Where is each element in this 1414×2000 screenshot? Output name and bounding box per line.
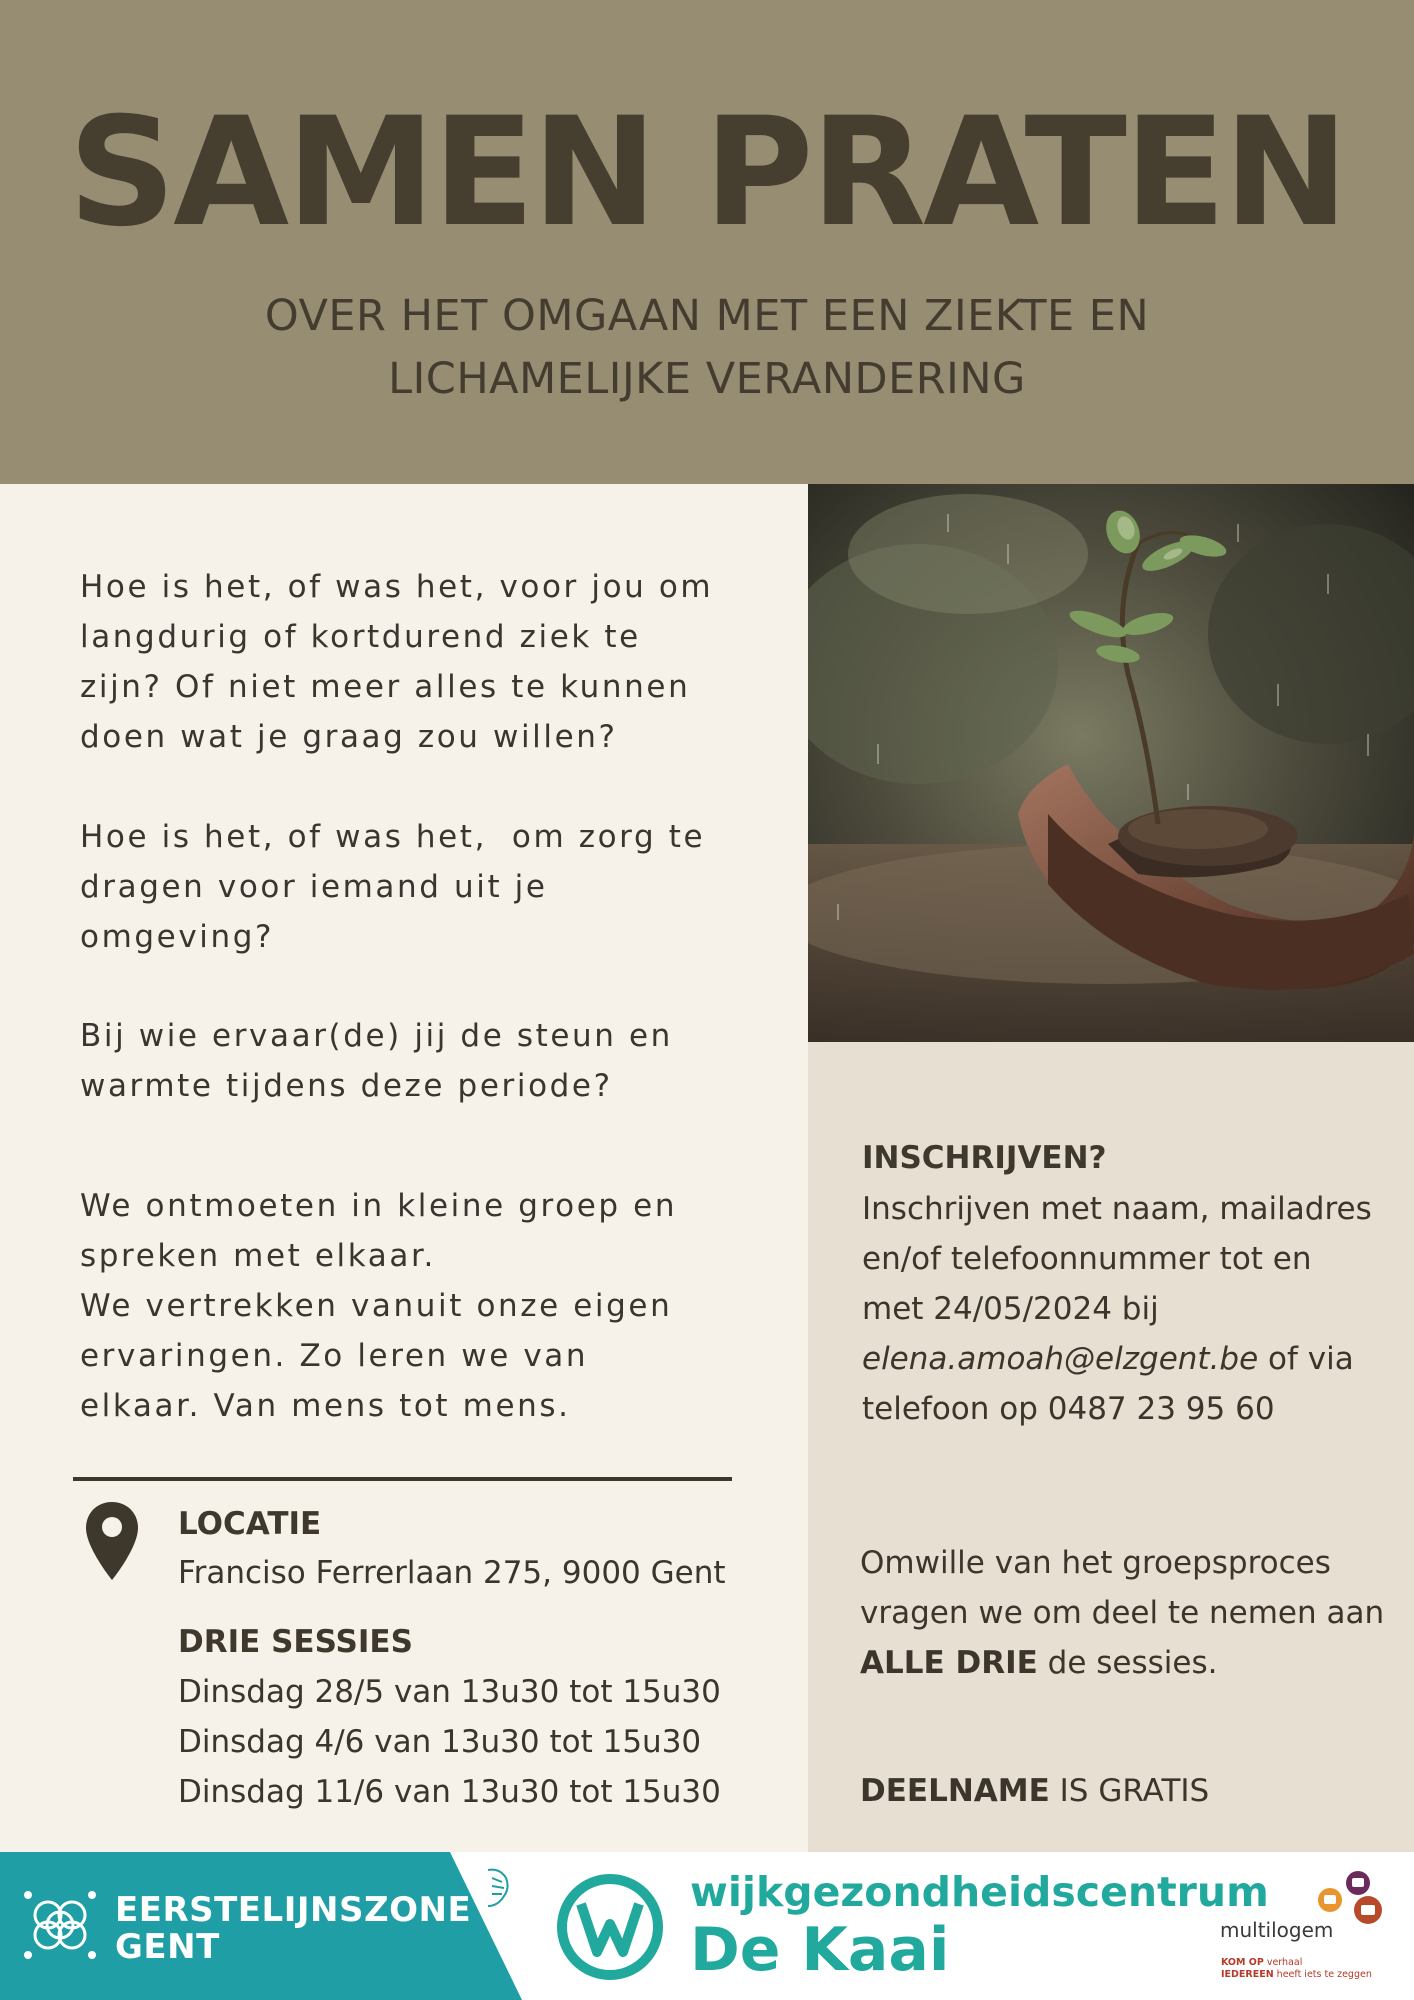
participation-free [860,1773,1210,1809]
multilogem-name: multilogem [1220,1918,1334,1942]
location-address: Franciso Ferrerlaan 275, 9000 Gent [178,1555,726,1591]
wijkgezondheidscentrum-name: wijkgezondheidscentrum [690,1868,1269,1916]
flanders-lion-icon [482,1866,514,1910]
page-title: SAMEN PRATEN [68,86,1346,260]
multilogem-tagline-2 [1221,1970,1372,1980]
location-pin-icon [84,1500,140,1582]
multilogem-tagline-1-bold: KOM OP [1221,1957,1264,1968]
group-note-bold: ALLE DRIE [860,1645,1038,1681]
session-item: Dinsdag 28/5 van 13u30 tot 15u30 [178,1674,721,1710]
session-item: Dinsdag 11/6 van 13u30 tot 15u30 [178,1774,721,1810]
registration-email-link[interactable]: elena.amoah@elzgent.be [862,1341,1259,1377]
group-note-before: Omwille van het groepsproces vragen we om deel te nemen aan [860,1545,1385,1631]
subtitle-line-2: LICHAMELIJKE VERANDERING [388,354,1026,404]
intro-paragraph-2: Hoe is het, of was het, om zorg te dragen voor iemand uit je omgeving? [80,819,706,955]
eerstelijnszone-name-line-1: EERSTELIJNSZONE [115,1890,472,1930]
participation-rest: IS GRATIS [1049,1773,1210,1809]
multilogem-tagline-1-rest: verhaal [1263,1957,1303,1968]
intro-paragraph-3: Bij wie ervaar(de) jij de steun en warmte tijdens deze periode? [80,1018,673,1104]
registration-text [862,1184,1382,1434]
multilogem-tagline-2-bold: IEDEREEN [1221,1969,1274,1980]
de-kaai-name: De Kaai [690,1915,950,1985]
participation-bold: DEELNAME [860,1773,1050,1809]
location-heading: LOCATIE [178,1506,322,1542]
wijkgezondheidscentrum-logo-icon [555,1872,665,1982]
group-note [860,1538,1390,1688]
group-note-after: de sessies. [1037,1645,1218,1681]
intro-paragraph-1: Hoe is het, of was het, voor jou om langdurig of kortdurend ziek te zijn? Of niet meer alles te kunnen doen wat je graag zou willen? [80,569,714,755]
session-item: Dinsdag 4/6 van 13u30 tot 15u30 [178,1724,702,1760]
section-divider [73,1477,732,1481]
registration-heading: INSCHRIJVEN? [862,1140,1107,1176]
eerstelijnszone-name-line-2: GENT [115,1927,220,1967]
multilogem-tagline-1 [1221,1958,1302,1968]
registration-text-after: of via telefoon op 0487 23 95 60 [862,1341,1354,1427]
intro-paragraph-4: We ontmoeten in kleine groep en spreken met elkaar. We vertrekken vanuit onze eigen ervaringen. Zo leren we van elkaar. Van mens tot mens. [80,1188,678,1424]
sessions-heading: DRIE SESSIES [178,1624,413,1660]
eerstelijnszone-logo-icon [20,1885,100,1965]
multilogem-tagline-2-rest: heeft iets te zeggen [1273,1969,1372,1980]
subtitle-line-1: OVER HET OMGAAN MET EEN ZIEKTE EN [264,291,1150,341]
seedling-in-hands-photo [808,484,1414,1042]
registration-text-before: Inschrijven met naam, mailadres en/of telefoonnummer tot en met 24/05/2024 bij [862,1191,1372,1327]
